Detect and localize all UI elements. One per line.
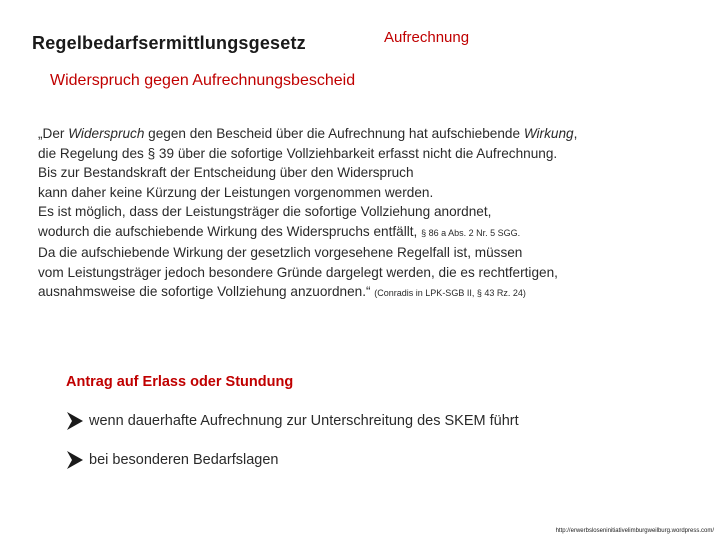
list-item xyxy=(66,447,686,473)
request-section-title: Antrag auf Erlass oder Stundung xyxy=(66,374,294,390)
quote-line-6: wodurch die aufschiebende Wirkung des Widerspruchs entfällt, § 86 a Abs. 2 Nr. 5 SGG. xyxy=(38,223,521,239)
arrow-bullet-icon xyxy=(66,450,84,470)
footer-url[interactable]: http://erwerbsloseninitiativelimburgweilburg.wordpress.com/ xyxy=(555,528,714,534)
quote-line-7: Da die aufschiebende Wirkung der gesetzlich vorgesehene Regelfall ist, müssen xyxy=(38,245,523,260)
quote-line-3: Bis zur Bestandskraft der Entscheidung über den Widerspruch xyxy=(38,165,414,180)
bullet-list xyxy=(66,408,686,486)
quote-line-4: kann daher keine Kürzung der Leistungen vorgenommen werden. xyxy=(38,184,434,200)
emphasis-wirkung: Wirkung xyxy=(523,126,574,141)
arrow-bullet-icon xyxy=(66,411,84,431)
citation: (Conradis in LPK-SGB II, § 43 Rz. 24) xyxy=(374,288,526,298)
bullet-text: bei besonderen Bedarfslagen xyxy=(89,452,279,468)
quote-line-8: vom Leistungsträger jedoch besondere Gründe dargelegt werden, die es rechtfertigen, xyxy=(38,264,558,280)
topic-label: Aufrechnung xyxy=(384,29,470,46)
section-subtitle: Widerspruch gegen Aufrechnungsbescheid xyxy=(50,72,356,89)
bullet-text: wenn dauerhafte Aufrechnung zur Unterschreitung des SKEM führt xyxy=(89,413,519,429)
quote-line-9: ausnahmsweise die sofortige Vollziehung anzuordnen.“ (Conradis in LPK-SGB II, § 43 Rz. 24) xyxy=(38,284,526,299)
quote-line-1: „Der Widerspruch gegen den Bescheid über die Aufrechnung hat aufschiebende Wirkung, xyxy=(38,126,578,141)
list-item xyxy=(66,408,686,434)
page-title: Regelbedarfsermittlungsgesetz xyxy=(32,33,306,53)
quote-block xyxy=(38,124,708,304)
quote-line-5: Es ist möglich, dass der Leistungsträger die sofortige Vollziehung anordnet, xyxy=(38,204,492,219)
emphasis-widerspruch: Widerspruch xyxy=(68,126,145,141)
legal-reference: § 86 a Abs. 2 Nr. 5 SGG. xyxy=(421,227,521,238)
quote-line-2: die Regelung des § 39 über die sofortige Vollziehbarkeit erfasst nicht die Aufrechnung. xyxy=(38,145,558,161)
